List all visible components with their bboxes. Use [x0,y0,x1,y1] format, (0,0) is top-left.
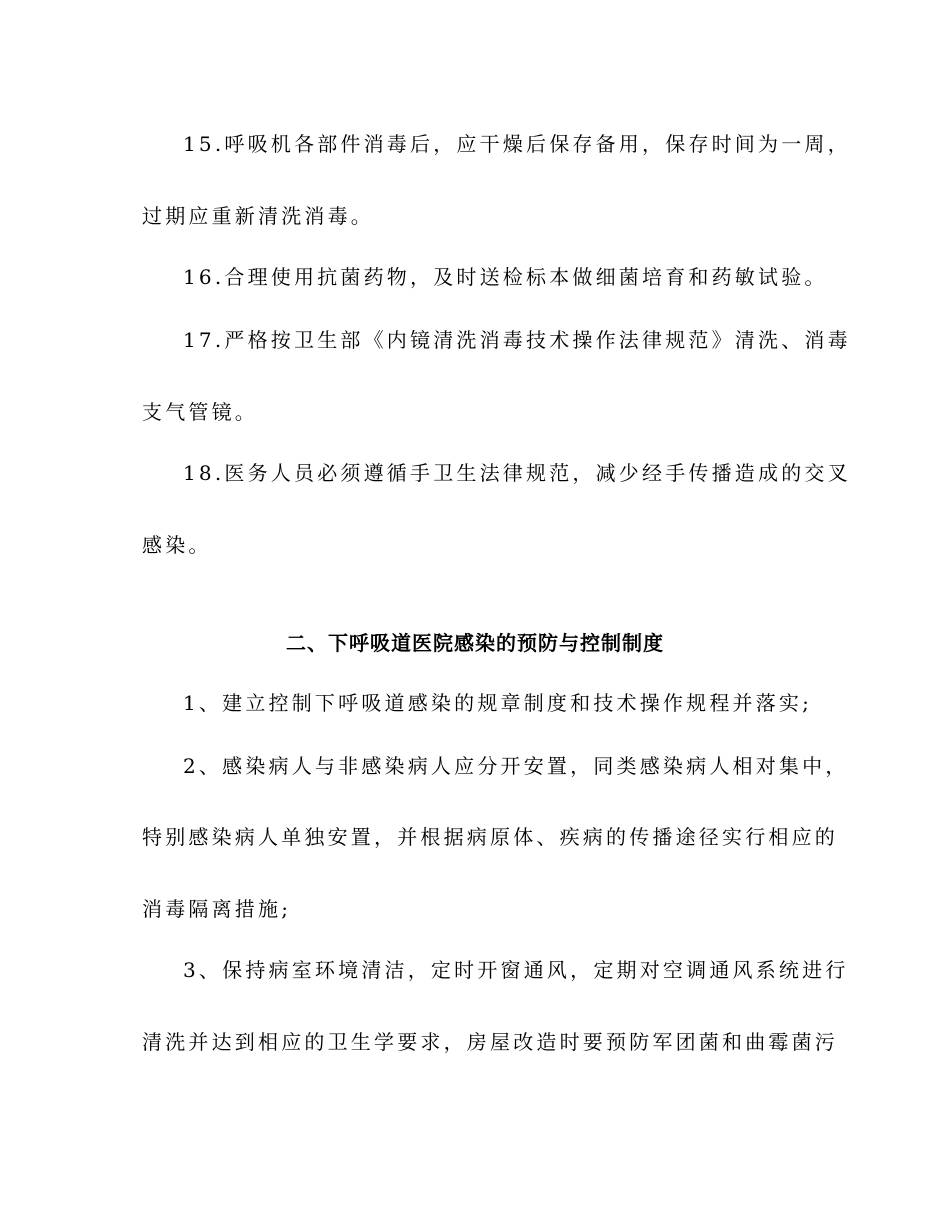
section-item-3-line-2: 清洗并达到相应的卫生学要求，房屋改造时要预防军团菌和曲霉菌污 [142,1030,838,1054]
section-item-1-line-1: 1、建立控制下呼吸道感染的规章制度和技术操作规程并落实; [183,691,813,715]
section-item-3-line-1: 3、保持病室环境清洁，定时开窗通风，定期对空调通风系统进行 [183,958,849,982]
paragraph-18-line-2: 感染。 [142,533,212,557]
section-item-2-line-2: 特别感染病人单独安置，并根据病原体、疾病的传播途径实行相应的 [142,825,838,849]
section-item-2-line-1: 2、感染病人与非感染病人应分开安置，同类感染病人相对集中， [183,754,849,778]
section-item-2-line-3: 消毒隔离措施; [142,897,292,921]
paragraph-17-line-2: 支气管镜。 [142,400,258,424]
section-heading: 二、下呼吸道医院感染的预防与控制制度 [286,631,664,655]
paragraph-15-line-2: 过期应重新清洗消毒。 [142,204,374,228]
paragraph-16-line-1: 16.合理使用抗菌药物，及时送检标本做细菌培育和药敏试验。 [183,265,828,289]
paragraph-18-line-1: 18.医务人员必须遵循手卫生法律规范，减少经手传播造成的交叉 [183,461,851,485]
paragraph-15-line-1: 15.呼吸机各部件消毒后，应干燥后保存备用，保存时间为一周， [183,132,851,156]
paragraph-17-line-1: 17.严格按卫生部《内镜清洗消毒技术操作法律规范》清洗、消毒 [183,328,851,352]
